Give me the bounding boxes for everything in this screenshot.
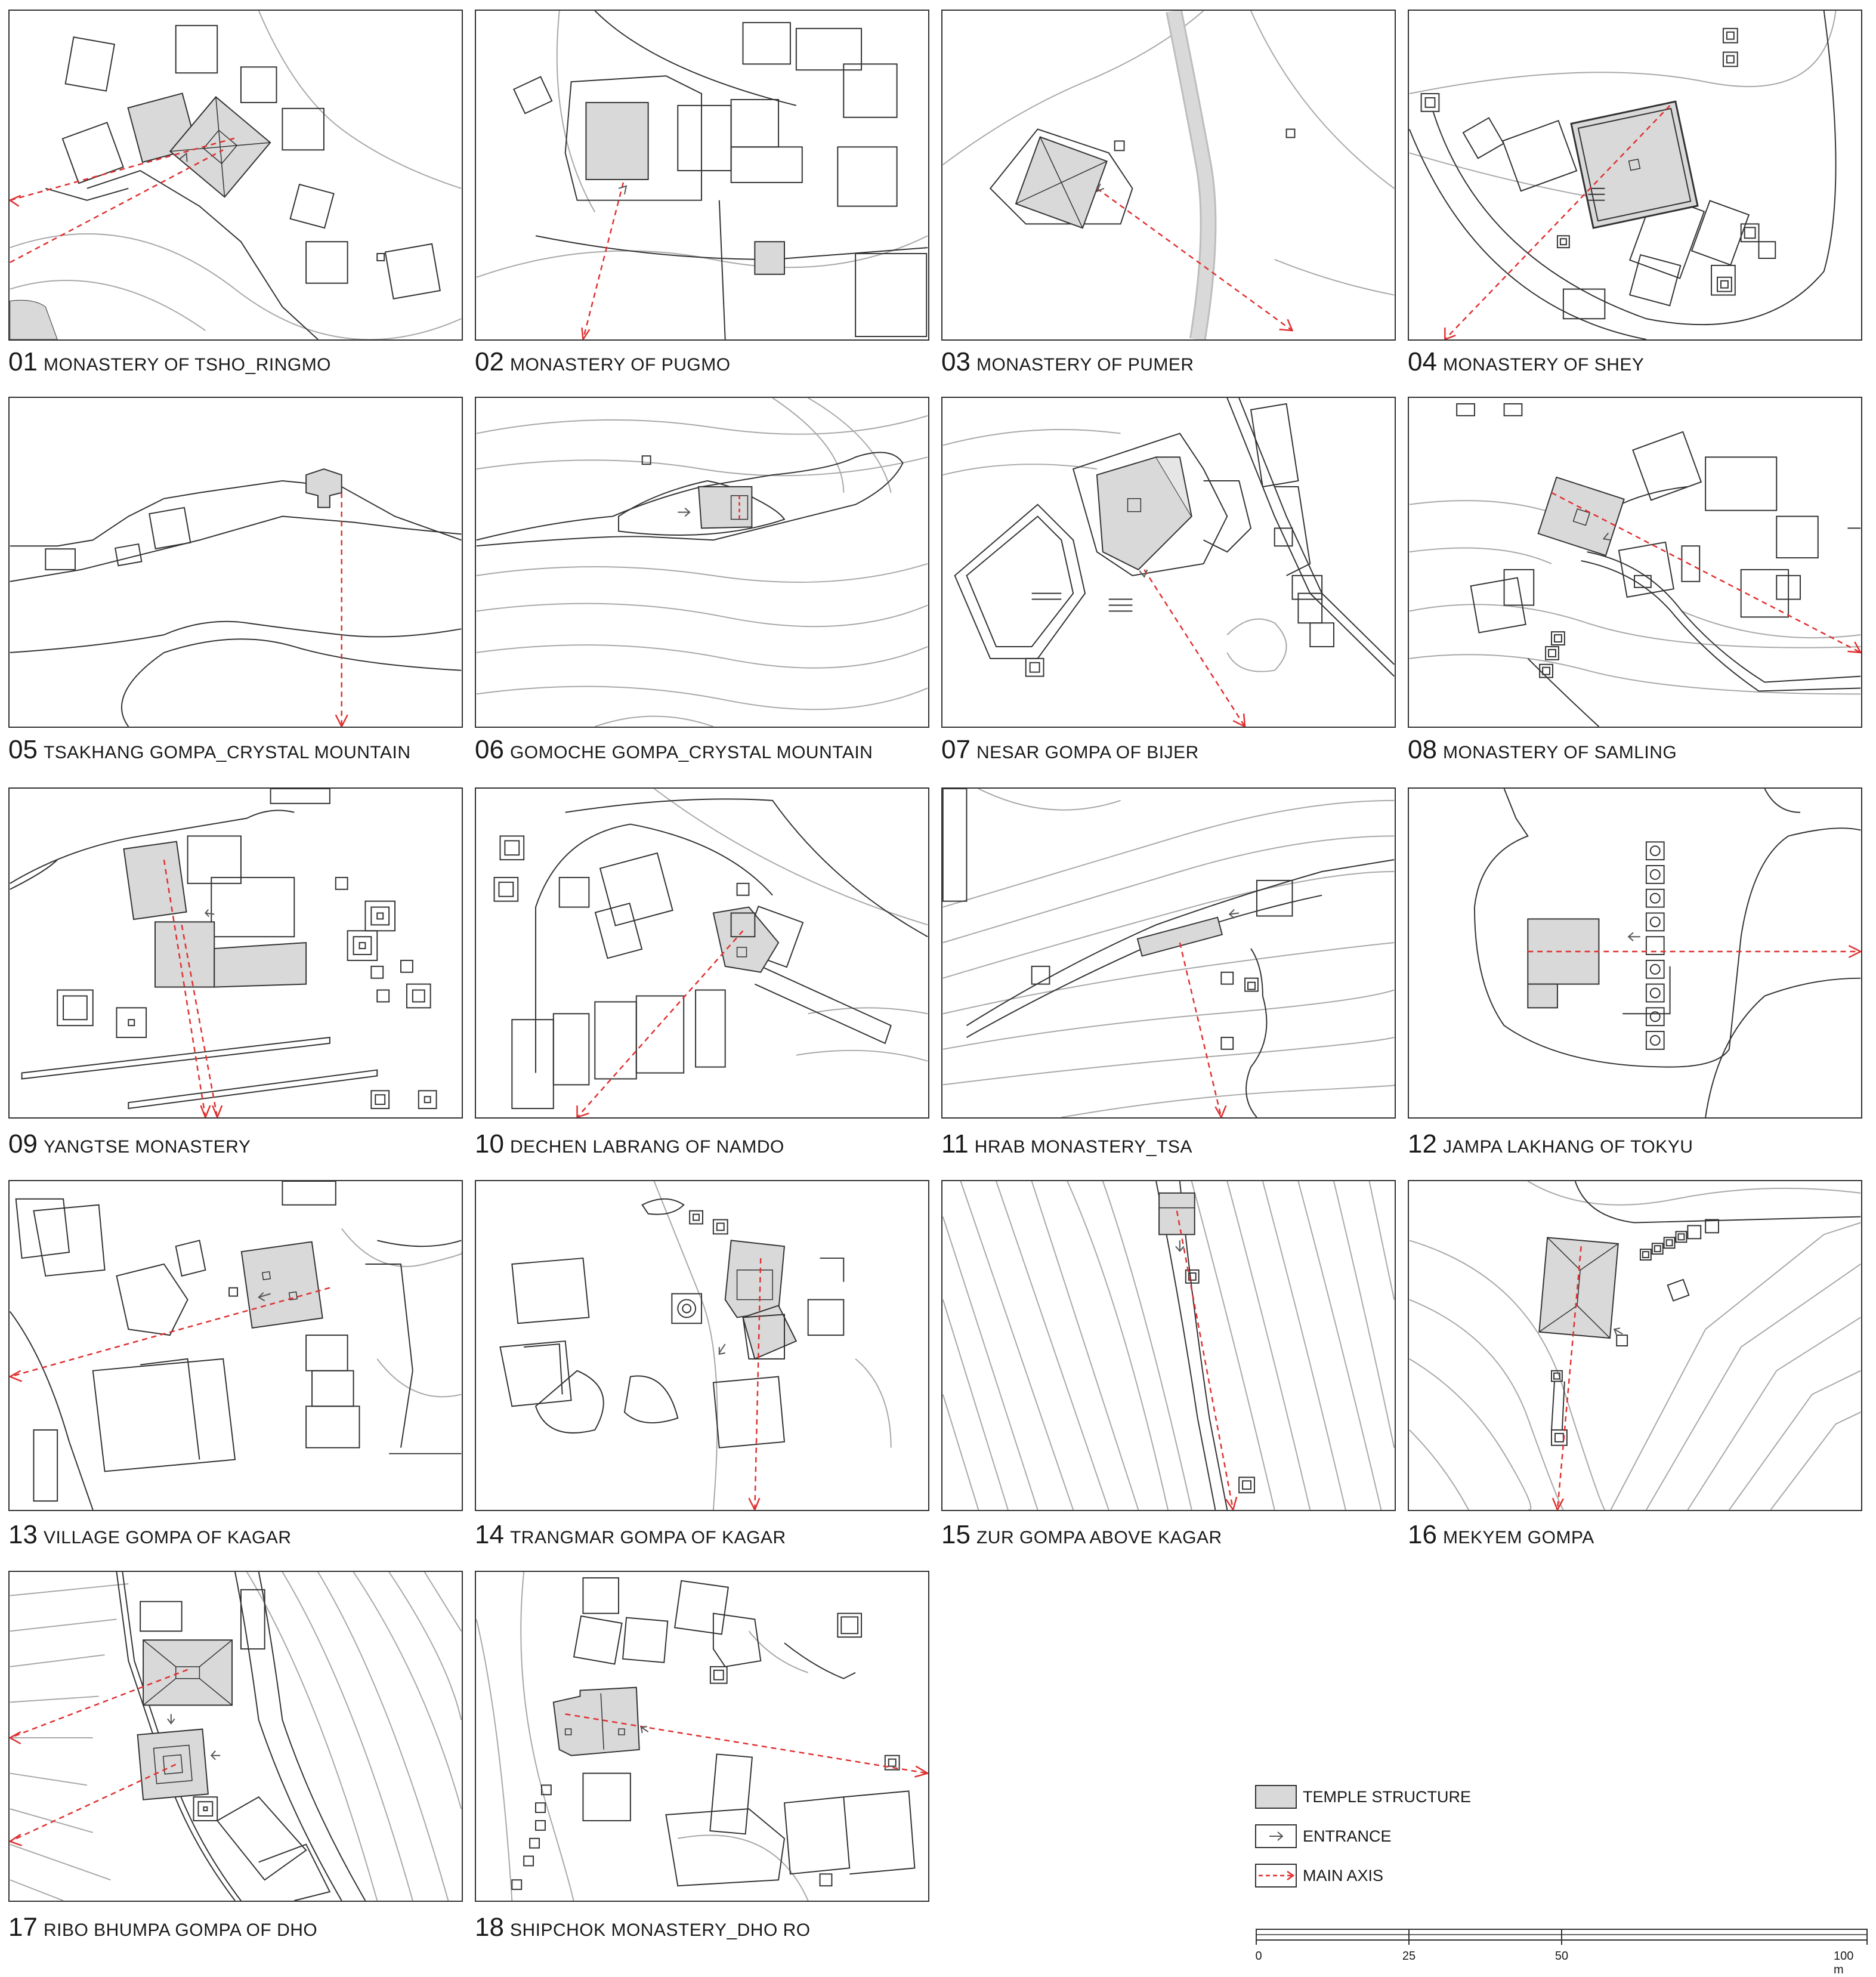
panel-number: 11: [941, 1129, 969, 1159]
site-plan-04: [1408, 10, 1862, 341]
caption-12: [1408, 1129, 1693, 1159]
plan-drawing: [476, 789, 928, 1117]
panel-number: 15: [941, 1520, 971, 1549]
site-plan-13: [8, 1180, 463, 1511]
plan-drawing: [1409, 11, 1861, 339]
caption-06: [475, 735, 873, 765]
scale-tick-label: 0: [1255, 1950, 1262, 1963]
site-plan-02: [475, 10, 929, 341]
caption-02: [475, 347, 731, 377]
scale-bar: [1255, 1927, 1869, 1976]
panel-title: TSAKHANG GOMPA_CRYSTAL MOUNTAIN: [43, 743, 411, 762]
panel-number: 14: [475, 1520, 504, 1549]
panel-number: 18: [475, 1913, 504, 1942]
site-plan-14: [475, 1180, 929, 1511]
panel-number: 07: [941, 735, 971, 764]
caption-05: [8, 735, 411, 765]
plan-drawing: [1409, 789, 1861, 1117]
panel-number: 04: [1408, 347, 1437, 376]
scale-tick-label: 50: [1554, 1950, 1569, 1963]
plan-drawing: [10, 1572, 462, 1901]
panel-title: RIBO BHUMPA GOMPA OF DHO: [43, 1920, 318, 1940]
plan-drawing: [10, 398, 462, 727]
panel-title: HRAB MONASTERY_TSA: [974, 1137, 1192, 1157]
legend-entrance-label: ENTRANCE: [1303, 1827, 1392, 1845]
panel-number: 01: [8, 347, 38, 376]
plan-drawing: [476, 1572, 928, 1901]
site-plan-05: [8, 397, 463, 728]
temple-swatch: [1255, 1785, 1297, 1809]
caption-17: [8, 1913, 317, 1942]
panel-title: JAMPA LAKHANG OF TOKYU: [1442, 1137, 1693, 1157]
scale-bar-graphic: [1255, 1927, 1869, 1947]
panel-title: MEKYEM GOMPA: [1442, 1528, 1594, 1547]
caption-04: [1408, 347, 1644, 377]
plan-drawing: [942, 398, 1395, 727]
site-plan-06: [475, 397, 929, 728]
panel-number: 08: [1408, 735, 1437, 764]
plan-drawing: [942, 11, 1395, 339]
site-plan-10: [475, 787, 929, 1119]
plan-drawing: [476, 398, 928, 727]
caption-16: [1408, 1520, 1594, 1550]
panel-number: 06: [475, 735, 504, 764]
panel-number: 12: [1408, 1129, 1437, 1159]
panel-title: VILLAGE GOMPA OF KAGAR: [43, 1528, 292, 1547]
panel-title: MONASTERY OF PUMER: [976, 355, 1194, 375]
plan-drawing: [10, 1181, 462, 1510]
panel-number: 09: [8, 1129, 38, 1159]
scale-tick-label: 100 m: [1834, 1950, 1854, 1976]
panel-title: MONASTERY OF PUGMO: [509, 355, 731, 375]
caption-13: [8, 1520, 292, 1550]
panel-number: 10: [475, 1129, 504, 1159]
caption-07: [941, 735, 1199, 765]
panel-number: 02: [475, 347, 504, 376]
panel-title: GOMOCHE GOMPA_CRYSTAL MOUNTAIN: [509, 743, 873, 762]
site-plan-16: [1408, 1180, 1862, 1511]
panel-title: MONASTERY OF TSHO_RINGMO: [43, 355, 332, 375]
site-plan-09: [8, 787, 463, 1119]
panel-title: ZUR GOMPA ABOVE KAGAR: [976, 1528, 1222, 1547]
plan-drawing: [1409, 1181, 1861, 1510]
caption-18: [475, 1913, 811, 1942]
plan-drawing: [476, 1181, 928, 1510]
legend-axis-label: MAIN AXIS: [1303, 1867, 1384, 1885]
legend-temple-label: TEMPLE STRUCTURE: [1303, 1788, 1472, 1806]
panel-title: TRANGMAR GOMPA OF KAGAR: [509, 1528, 786, 1547]
plan-drawing: [10, 789, 462, 1117]
plan-drawing: [1409, 398, 1861, 727]
caption-10: [475, 1129, 784, 1159]
site-plan-07: [941, 397, 1396, 728]
site-plan-12: [1408, 787, 1862, 1119]
caption-09: [8, 1129, 251, 1159]
caption-14: [475, 1520, 786, 1550]
panel-title: DECHEN LABRANG OF NAMDO: [509, 1137, 784, 1157]
panel-number: 17: [8, 1913, 38, 1942]
site-plan-11: [941, 787, 1396, 1119]
panel-title: NESAR GOMPA OF BIJER: [976, 743, 1199, 762]
caption-01: [8, 347, 331, 377]
scale-tick-label: 25: [1402, 1950, 1416, 1963]
caption-03: [941, 347, 1194, 377]
caption-11: [941, 1129, 1192, 1159]
site-plan-01: [8, 10, 463, 341]
plan-drawing: [942, 1181, 1395, 1510]
plan-drawing: [10, 11, 462, 339]
caption-08: [1408, 735, 1677, 765]
site-plan-18: [475, 1571, 929, 1902]
panel-title: SHIPCHOK MONASTERY_DHO RO: [509, 1920, 811, 1940]
site-plan-03: [941, 10, 1396, 341]
panel-number: 05: [8, 735, 38, 764]
plan-drawing: [476, 11, 928, 339]
panel-number: 16: [1408, 1520, 1437, 1549]
site-plan-08: [1408, 397, 1862, 728]
panel-title: MONASTERY OF SHEY: [1442, 355, 1645, 375]
dashed-arrow-icon: [1255, 1864, 1297, 1888]
panel-number: 13: [8, 1520, 38, 1549]
panel-number: 03: [941, 347, 971, 376]
panel-title: YANGTSE MONASTERY: [43, 1137, 251, 1157]
site-plan-17: [8, 1571, 463, 1902]
plan-drawing: [942, 789, 1395, 1117]
arrow-right-icon: [1255, 1824, 1297, 1848]
panel-title: MONASTERY OF SAMLING: [1442, 743, 1677, 762]
caption-15: [941, 1520, 1222, 1550]
site-plan-15: [941, 1180, 1396, 1511]
